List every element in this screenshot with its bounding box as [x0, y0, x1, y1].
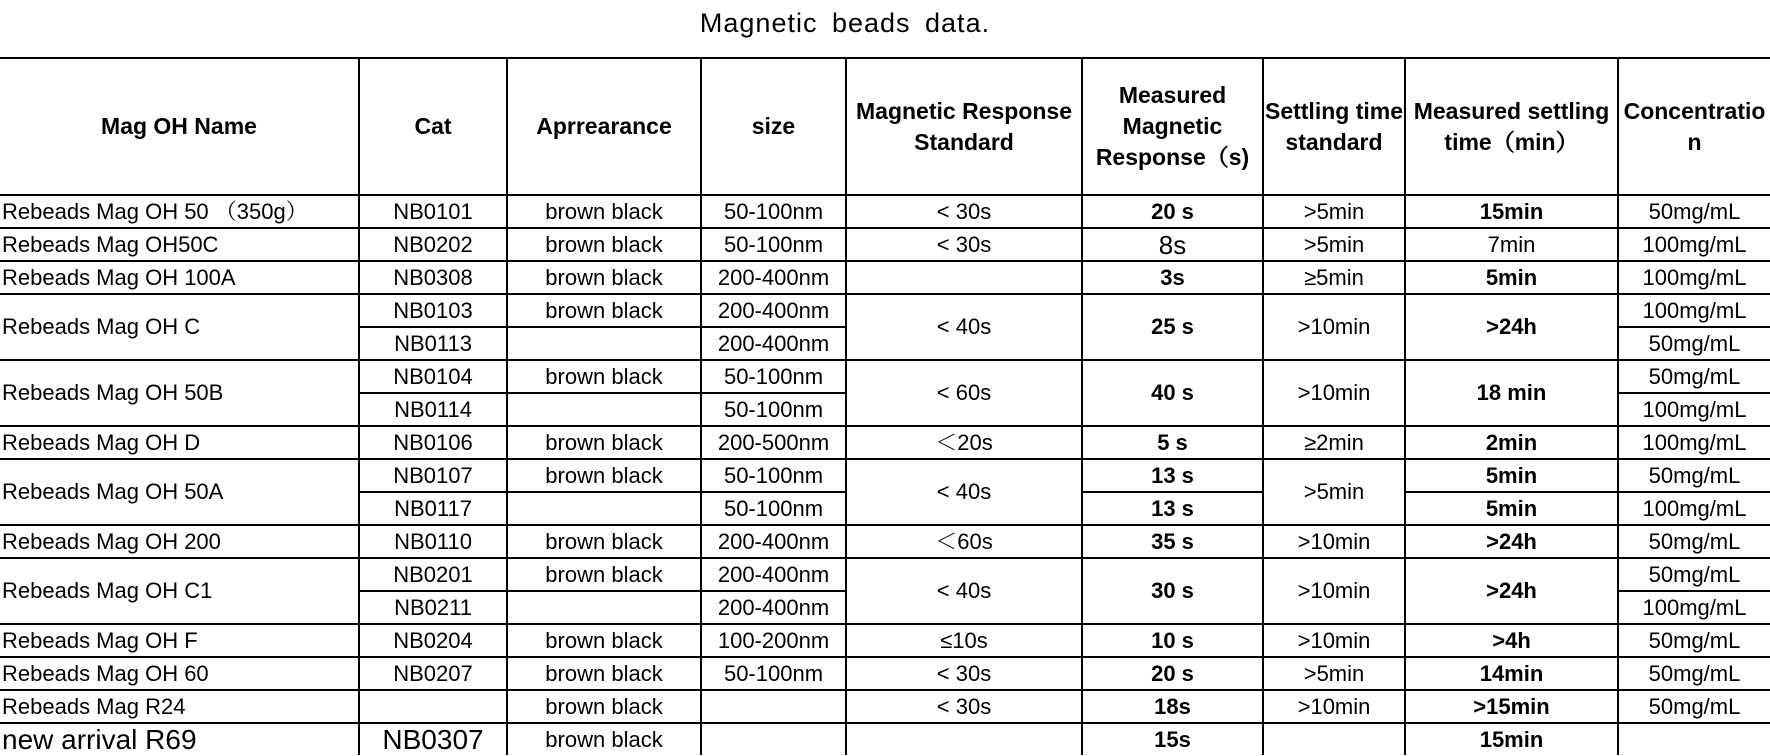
cell-measured-settling: 18 min	[1405, 360, 1618, 426]
cell-measured-mr: 5 s	[1082, 426, 1263, 459]
cell-measured-settling: >15min	[1405, 690, 1618, 723]
cell-measured-mr: 10 s	[1082, 624, 1263, 657]
cell-settling-standard: >10min	[1263, 294, 1405, 360]
cell-measured-settling: 15min	[1405, 723, 1618, 755]
cell-cat	[359, 690, 507, 723]
cell-concentration: 50mg/mL	[1618, 525, 1770, 558]
cell-settling-standard: >10min	[1263, 360, 1405, 426]
cell-appearance: brown black	[507, 360, 701, 393]
cell-appearance	[507, 393, 701, 426]
cell-concentration: 100mg/mL	[1618, 261, 1770, 294]
cell-name: Rebeads Mag OH 60	[0, 657, 359, 690]
cell-mr-standard	[846, 261, 1082, 294]
cell-settling-standard: >10min	[1263, 624, 1405, 657]
header-row	[0, 58, 1770, 195]
cell-size: 100-200nm	[701, 624, 846, 657]
cell-appearance: brown black	[507, 261, 701, 294]
cell-measured-mr: 18s	[1082, 690, 1263, 723]
cell-size: 200-400nm	[701, 327, 846, 360]
cell-concentration: 50mg/mL	[1618, 690, 1770, 723]
cell-measured-settling: 5min	[1405, 459, 1618, 492]
cell-mr-standard: < 60s	[846, 360, 1082, 426]
cell-mr-standard: ＜60s	[846, 525, 1082, 558]
cell-size: 50-100nm	[701, 657, 846, 690]
cell-settling-standard: ≥2min	[1263, 426, 1405, 459]
cell-cat: NB0114	[359, 393, 507, 426]
cell-concentration: 100mg/mL	[1618, 294, 1770, 327]
table-row	[0, 360, 1770, 393]
cell-size: 50-100nm	[701, 459, 846, 492]
cell-cat: NB0117	[359, 492, 507, 525]
cell-measured-mr: 35 s	[1082, 525, 1263, 558]
cell-appearance: brown black	[507, 525, 701, 558]
cell-measured-settling: 5min	[1405, 261, 1618, 294]
cell-size: 200-400nm	[701, 261, 846, 294]
cell-size: 50-100nm	[701, 360, 846, 393]
cell-appearance	[507, 492, 701, 525]
cell-name: Rebeads Mag OH C	[0, 294, 359, 360]
cell-name: Rebeads Mag R24	[0, 690, 359, 723]
header-measured-settling: Measured settling time（min）	[1405, 58, 1618, 195]
cell-settling-standard: >5min	[1263, 657, 1405, 690]
cell-size: 200-400nm	[701, 558, 846, 591]
table-row	[0, 228, 1770, 261]
cell-name: Rebeads Mag OH 50 （350g）	[0, 195, 359, 228]
table-row	[0, 657, 1770, 690]
cell-measured-settling: 15min	[1405, 195, 1618, 228]
cell-cat: NB0204	[359, 624, 507, 657]
cell-concentration: 50mg/mL	[1618, 459, 1770, 492]
cell-size	[701, 690, 846, 723]
cell-size: 200-400nm	[701, 525, 846, 558]
cell-settling-standard: >5min	[1263, 195, 1405, 228]
table-row	[0, 261, 1770, 294]
cell-cat: NB0202	[359, 228, 507, 261]
cell-name: Rebeads Mag OH 50A	[0, 459, 359, 525]
cell-mr-standard: < 40s	[846, 558, 1082, 624]
cell-mr-standard: < 40s	[846, 294, 1082, 360]
cell-mr-standard: < 30s	[846, 690, 1082, 723]
cell-appearance: brown black	[507, 294, 701, 327]
cell-appearance: brown black	[507, 426, 701, 459]
cell-size: 50-100nm	[701, 393, 846, 426]
cell-cat: NB0106	[359, 426, 507, 459]
cell-measured-mr: 25 s	[1082, 294, 1263, 360]
cell-measured-mr: 30 s	[1082, 558, 1263, 624]
cell-name: Rebeads Mag OH F	[0, 624, 359, 657]
cell-cat: NB0211	[359, 591, 507, 624]
cell-measured-settling: >24h	[1405, 525, 1618, 558]
cell-appearance: brown black	[507, 195, 701, 228]
cell-concentration: 100mg/mL	[1618, 426, 1770, 459]
cell-mr-standard	[846, 723, 1082, 755]
header-size: size	[701, 58, 846, 195]
cell-measured-settling: 7min	[1405, 228, 1618, 261]
magnetic-beads-table	[0, 57, 1770, 755]
cell-measured-mr: 40 s	[1082, 360, 1263, 426]
cell-name: Rebeads Mag OH50C	[0, 228, 359, 261]
cell-measured-settling: >24h	[1405, 294, 1618, 360]
cell-appearance	[507, 327, 701, 360]
cell-measured-mr: 20 s	[1082, 657, 1263, 690]
cell-size: 200-400nm	[701, 591, 846, 624]
cell-appearance: brown black	[507, 228, 701, 261]
cell-concentration	[1618, 723, 1770, 755]
cell-concentration: 50mg/mL	[1618, 195, 1770, 228]
cell-size: 50-100nm	[701, 195, 846, 228]
cell-settling-standard	[1263, 723, 1405, 755]
table-row	[0, 459, 1770, 492]
cell-size: 200-400nm	[701, 294, 846, 327]
cell-measured-settling: >24h	[1405, 558, 1618, 624]
cell-concentration: 100mg/mL	[1618, 492, 1770, 525]
cell-name: Rebeads Mag OH C1	[0, 558, 359, 624]
cell-concentration: 50mg/mL	[1618, 558, 1770, 591]
cell-concentration: 100mg/mL	[1618, 591, 1770, 624]
cell-mr-standard: < 40s	[846, 459, 1082, 525]
cell-mr-standard: ≤10s	[846, 624, 1082, 657]
cell-size: 50-100nm	[701, 228, 846, 261]
cell-settling-standard: ≥5min	[1263, 261, 1405, 294]
cell-settling-standard: >10min	[1263, 690, 1405, 723]
cell-cat: NB0101	[359, 195, 507, 228]
cell-name: Rebeads Mag OH 200	[0, 525, 359, 558]
cell-measured-settling: 5min	[1405, 492, 1618, 525]
cell-size	[701, 723, 846, 755]
header-appearance: Aprrearance	[507, 58, 701, 195]
table-row	[0, 525, 1770, 558]
cell-mr-standard: < 30s	[846, 195, 1082, 228]
cell-concentration: 50mg/mL	[1618, 327, 1770, 360]
cell-appearance: brown black	[507, 690, 701, 723]
cell-measured-mr: 3s	[1082, 261, 1263, 294]
cell-cat: NB0104	[359, 360, 507, 393]
cell-settling-standard: >5min	[1263, 228, 1405, 261]
cell-cat: NB0201	[359, 558, 507, 591]
table-row	[0, 195, 1770, 228]
cell-appearance: brown black	[507, 657, 701, 690]
cell-appearance: brown black	[507, 459, 701, 492]
cell-cat: NB0308	[359, 261, 507, 294]
cell-cat: NB0113	[359, 327, 507, 360]
table-row	[0, 690, 1770, 723]
cell-appearance: brown black	[507, 723, 701, 755]
cell-concentration: 100mg/mL	[1618, 228, 1770, 261]
cell-cat: NB0307	[359, 723, 507, 755]
cell-mr-standard: ＜20s	[846, 426, 1082, 459]
cell-size: 200-500nm	[701, 426, 846, 459]
table-row	[0, 426, 1770, 459]
cell-measured-mr: 13 s	[1082, 492, 1263, 525]
cell-mr-standard: < 30s	[846, 228, 1082, 261]
cell-size: 50-100nm	[701, 492, 846, 525]
cell-cat: NB0107	[359, 459, 507, 492]
cell-measured-mr: 15s	[1082, 723, 1263, 755]
cell-appearance: brown black	[507, 624, 701, 657]
cell-name: Rebeads Mag OH D	[0, 426, 359, 459]
cell-cat: NB0110	[359, 525, 507, 558]
page-title: Magnetic beads data.	[699, 8, 991, 38]
header-mr-standard: Magnetic Response Standard	[846, 58, 1082, 195]
cell-mr-standard: < 30s	[846, 657, 1082, 690]
table-row	[0, 624, 1770, 657]
cell-settling-standard: >10min	[1263, 525, 1405, 558]
cell-measured-settling: >4h	[1405, 624, 1618, 657]
header-cat: Cat	[359, 58, 507, 195]
header-concentration: Concentratio n	[1618, 58, 1770, 195]
cell-appearance: brown black	[507, 558, 701, 591]
cell-settling-standard: >5min	[1263, 459, 1405, 525]
header-measured-mr: Measured Magnetic Response（s)	[1082, 58, 1263, 195]
cell-settling-standard: >10min	[1263, 558, 1405, 624]
cell-concentration: 50mg/mL	[1618, 657, 1770, 690]
cell-name: new arrival R69	[0, 723, 359, 755]
cell-appearance	[507, 591, 701, 624]
table-row	[0, 294, 1770, 327]
cell-concentration: 50mg/mL	[1618, 624, 1770, 657]
cell-name: Rebeads Mag OH 100A	[0, 261, 359, 294]
cell-name: Rebeads Mag OH 50B	[0, 360, 359, 426]
header-settling-standard: Settling time standard	[1263, 58, 1405, 195]
cell-cat: NB0103	[359, 294, 507, 327]
cell-concentration: 50mg/mL	[1618, 360, 1770, 393]
header-name: Mag OH Name	[0, 58, 359, 195]
cell-measured-settling: 14min	[1405, 657, 1618, 690]
table-row	[0, 558, 1770, 591]
table-row	[0, 723, 1770, 755]
cell-measured-settling: 2min	[1405, 426, 1618, 459]
cell-measured-mr: 20 s	[1082, 195, 1263, 228]
cell-cat: NB0207	[359, 657, 507, 690]
cell-measured-mr: 13 s	[1082, 459, 1263, 492]
cell-measured-mr: 8s	[1082, 228, 1263, 261]
cell-concentration: 100mg/mL	[1618, 393, 1770, 426]
